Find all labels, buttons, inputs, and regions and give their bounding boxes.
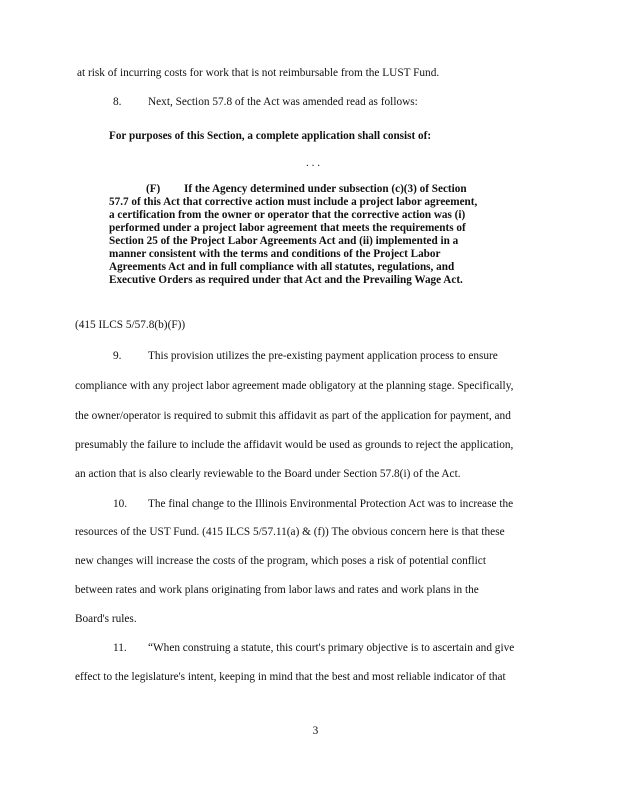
- body-line: effect to the legislature's intent, keeping in mind that the best and most reliable indicator of that: [75, 671, 506, 683]
- body-line: an action that is also clearly reviewable to the Board under Section 57.8(i) of the Act.: [75, 468, 461, 480]
- quote-intro: For purposes of this Section, a complete application shall consist of:: [109, 130, 432, 142]
- quote-line: Section 25 of the Project Labor Agreements Act and (ii) implemented in a: [109, 235, 459, 247]
- body-line: This provision utilizes the pre-existing payment application process to ensure: [148, 350, 498, 362]
- body-line: “When construing a statute, this court's primary objective is to ascertain and give: [148, 642, 515, 654]
- ellipsis: . . .: [306, 157, 321, 169]
- body-line: new changes will increase the costs of the program, which poses a risk of potential conflict: [75, 555, 486, 567]
- body-line: presumably the failure to include the affidavit would be used as grounds to reject the application,: [75, 439, 514, 451]
- quote-line: If the Agency determined under subsection (c)(3) of Section: [184, 183, 467, 195]
- body-line: at risk of incurring costs for work that is not reimbursable from the LUST Fund.: [77, 67, 440, 79]
- paragraph-number: 8.: [113, 96, 122, 108]
- citation: (415 ILCS 5/57.8(b)(F)): [75, 319, 186, 331]
- quote-line: 57.7 of this Act that corrective action must include a project labor agreement,: [109, 196, 478, 208]
- quote-line: Agreements Act and in full compliance with all statutes, regulations, and: [109, 261, 455, 273]
- page-number: 3: [312, 725, 319, 737]
- body-line: The final change to the Illinois Environmental Protection Act was to increase the: [148, 498, 514, 510]
- body-line: Board's rules.: [75, 613, 137, 625]
- quote-line: Executive Orders as required under that Act and the Prevailing Wage Act.: [109, 274, 463, 286]
- body-line: compliance with any project labor agreement made obligatory at the planning stage. Specifically,: [75, 380, 514, 392]
- paragraph-number: 11.: [113, 642, 127, 654]
- quote-item-label: (F): [146, 183, 161, 195]
- body-line: the owner/operator is required to submit this affidavit as part of the application for payment, and: [75, 410, 511, 422]
- body-line: between rates and work plans originating from labor laws and rates and work plans in the: [75, 584, 479, 596]
- paragraph-number: 10.: [113, 498, 128, 510]
- quote-line: manner consistent with the terms and conditions of the Project Labor: [109, 248, 441, 260]
- quote-line: performed under a project labor agreement that meets the requirements of: [109, 222, 466, 234]
- body-line: Next, Section 57.8 of the Act was amended read as follows:: [148, 96, 418, 108]
- quote-line: a certification from the owner or operator that the corrective action was (i): [109, 209, 466, 221]
- body-line: resources of the UST Fund. (415 ILCS 5/57.11(a) & (f)) The obvious concern here is that these: [75, 526, 505, 538]
- paragraph-number: 9.: [113, 350, 122, 362]
